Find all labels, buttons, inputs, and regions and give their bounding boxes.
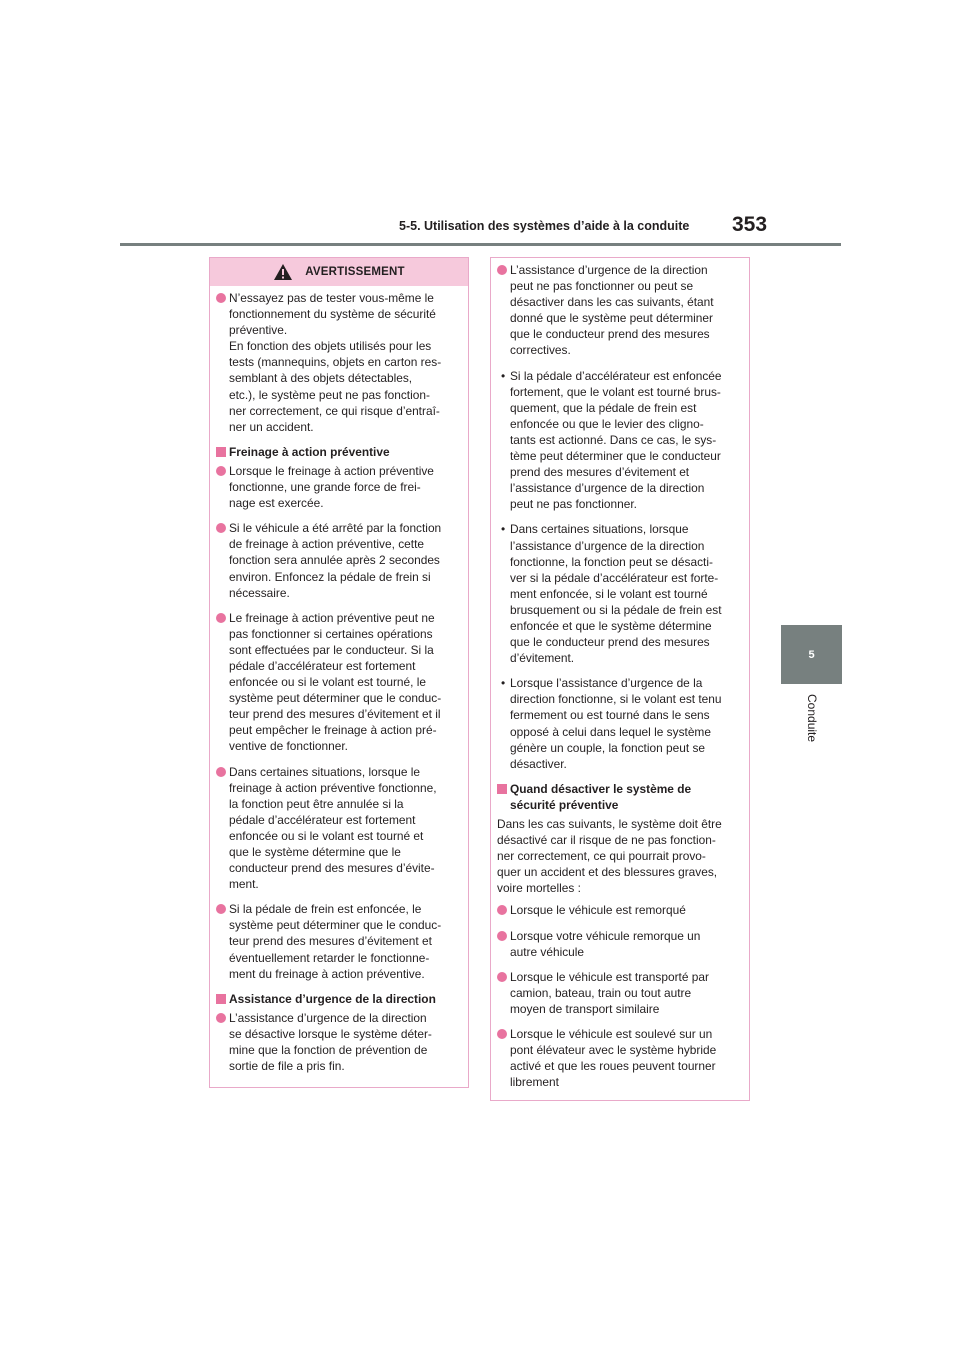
- bullet-dot-icon: [497, 905, 507, 915]
- section-heading: [216, 991, 462, 1007]
- section-square-icon: [216, 447, 226, 457]
- item-text: Si la pédale d’accélérateur est enfoncée fortement, que le volant est tourné brus- quement, que la pédale de frein est enfoncée ou que le levier des cligno- tants est actionné. Dans ce cas, le sys- tème peut déterminer que le conducteur prend des mesures d’évitement et l’assistance d’urgence de la direction peut ne pas fonctionner.: [510, 368, 722, 512]
- section-square-icon: [216, 994, 226, 1004]
- list-item: [497, 928, 743, 960]
- warning-header: [210, 258, 468, 286]
- bullet-dot-icon: [216, 523, 226, 533]
- item-text: Lorsque le véhicule est remorqué: [510, 903, 686, 918]
- bullet-dot-icon: [216, 1013, 226, 1023]
- list-item: [497, 262, 743, 359]
- bullet-dot-icon: [497, 972, 507, 982]
- section-paragraph: Dans les cas suivants, le système doit être désactivé car il risque de ne pas fonction- ner correctement, ce qui pourrait provo- quer un accident et des blessures graves, voire mortelles :: [497, 817, 722, 896]
- bullet-dot-icon: [216, 767, 226, 777]
- warning-box-right: [490, 257, 750, 1101]
- list-item: [497, 902, 743, 918]
- page-number: 353: [732, 213, 768, 236]
- item-text: L’assistance d’urgence de la direction peut ne pas fonctionner ou peut se désactiver dans les cas suivants, étant donné que le système peut déterminer que le conducteur prend des mesures correctives.: [510, 263, 714, 358]
- bullet-dot-icon: [216, 466, 226, 476]
- chapter-tab: [781, 625, 842, 684]
- bullet-dot-icon: [497, 1029, 507, 1039]
- list-item: [497, 969, 743, 1017]
- item-text: Dans certaines situations, lorsque l’assistance d’urgence de la direction fonctionne, la fonction peut se désacti- ver si la pédale d’accélérateur est forte- ment enfoncée, si le volant est tourné brusquement ou si la pédale de frein est enfoncée et que le système détermine que le conducteur prend des mesures d’évitement.: [510, 522, 722, 666]
- warning-content-left: [210, 286, 468, 1074]
- item-text: Lorsque votre véhicule remorque un autre véhicule: [510, 928, 701, 959]
- item-text: N’essayez pas de tester vous-même le fonctionnement du système de sécurité préventive. En fonction des objets utilisés pour les tests (mannequins, objets en carton res- semblant à des objets détectables, etc.), le système peut ne pas fonction- ner correctement, ce qui risque d’entraî- ner un accident.: [229, 291, 442, 434]
- section-heading-text: Quand désactiver le système de sécurité préventive: [510, 781, 692, 812]
- list-item: [497, 368, 743, 513]
- section-heading: [497, 781, 743, 813]
- chapter-label: [803, 694, 821, 754]
- chapter-number: 5: [808, 648, 815, 661]
- warning-box-left: [209, 257, 469, 1088]
- item-text: Lorsque l’assistance d’urgence de la direction fonctionne, si le volant est tenu fermement ou est tourné dans le sens opposé à celui dans lequel le système génère un couple, la fonction peut se désactiver.: [510, 676, 722, 771]
- list-item: [497, 521, 743, 666]
- list-item: [497, 675, 743, 772]
- item-text: Si le véhicule a été arrêté par la fonction de freinage à action préventive, cette fonction sera annulée après 2 secondes environ. Enfoncez la pédale de frein si nécessaire.: [229, 521, 442, 600]
- page-header-title: 5-5. Utilisation des systèmes d’aide à la conduite: [399, 219, 690, 233]
- section-heading: [216, 444, 462, 460]
- header-rule: [120, 243, 841, 246]
- bullet-dot-icon: [216, 904, 226, 914]
- section-heading-text: Freinage à action préventive: [229, 444, 390, 459]
- list-item: [216, 764, 462, 893]
- section-square-icon: [497, 784, 507, 794]
- item-text: L’assistance d’urgence de la direction se désactive lorsque le système déter- mine que la fonction de prévention de sortie de file a pris fin.: [229, 1010, 432, 1074]
- bullet-dot-icon: [497, 265, 507, 275]
- bullet-dot-icon: [216, 293, 226, 303]
- warning-title: AVERTISSEMENT: [305, 266, 405, 278]
- section-heading-text: Assistance d’urgence de la direction: [229, 991, 436, 1006]
- bullet-mark-icon: •: [501, 522, 506, 537]
- bullet-dot-icon: [216, 613, 226, 623]
- list-item: [216, 520, 462, 600]
- chapter-label-text: Conduite: [805, 694, 819, 743]
- bullet-mark-icon: •: [501, 676, 506, 691]
- item-text: Si la pédale de frein est enfoncée, le système peut déterminer que le conduc- teur prend des mesures d’évitement et éventuellement retarder le fonctionne- ment du freinage à action préventive.: [229, 902, 442, 981]
- bullet-mark-icon: •: [501, 368, 506, 383]
- warning-content-right: [491, 258, 749, 1090]
- item-text: Lorsque le véhicule est transporté par camion, bateau, train ou tout autre moyen de transport similaire: [510, 969, 709, 1016]
- item-text: Dans certaines situations, lorsque le freinage à action préventive fonctionne, la fonction peut être annulée si la pédale d’accélérateur est fortement enfoncée ou si le volant est tourné et que le système détermine que le conducteur prend des mesures d’évite- ment.: [229, 764, 437, 892]
- list-item: [497, 1026, 743, 1090]
- list-item: [216, 610, 462, 755]
- item-text: Lorsque le freinage à action préventive fonctionne, une grande force de frei- nage est exercée.: [229, 463, 434, 511]
- warning-triangle-icon: [273, 263, 293, 281]
- list-item: [216, 290, 462, 435]
- list-item: [216, 901, 462, 981]
- item-text: Lorsque le véhicule est soulevé sur un pont élévateur avec le système hybride activé et que les roues peuvent tourner librement: [510, 1027, 717, 1090]
- item-text: Le freinage à action préventive peut ne pas fonctionner si certaines opérations sont effectuées par le conducteur. Si la pédale d’accélérateur est fortement enfoncée ou si le volant est tourné, le système peut déterminer que le conduc- teur prend des mesures d’évitement et il peut empêcher le freinage à action pré- ventive de fonctionner.: [229, 610, 442, 754]
- list-item: [216, 1010, 462, 1074]
- list-item: [216, 463, 462, 511]
- bullet-dot-icon: [497, 931, 507, 941]
